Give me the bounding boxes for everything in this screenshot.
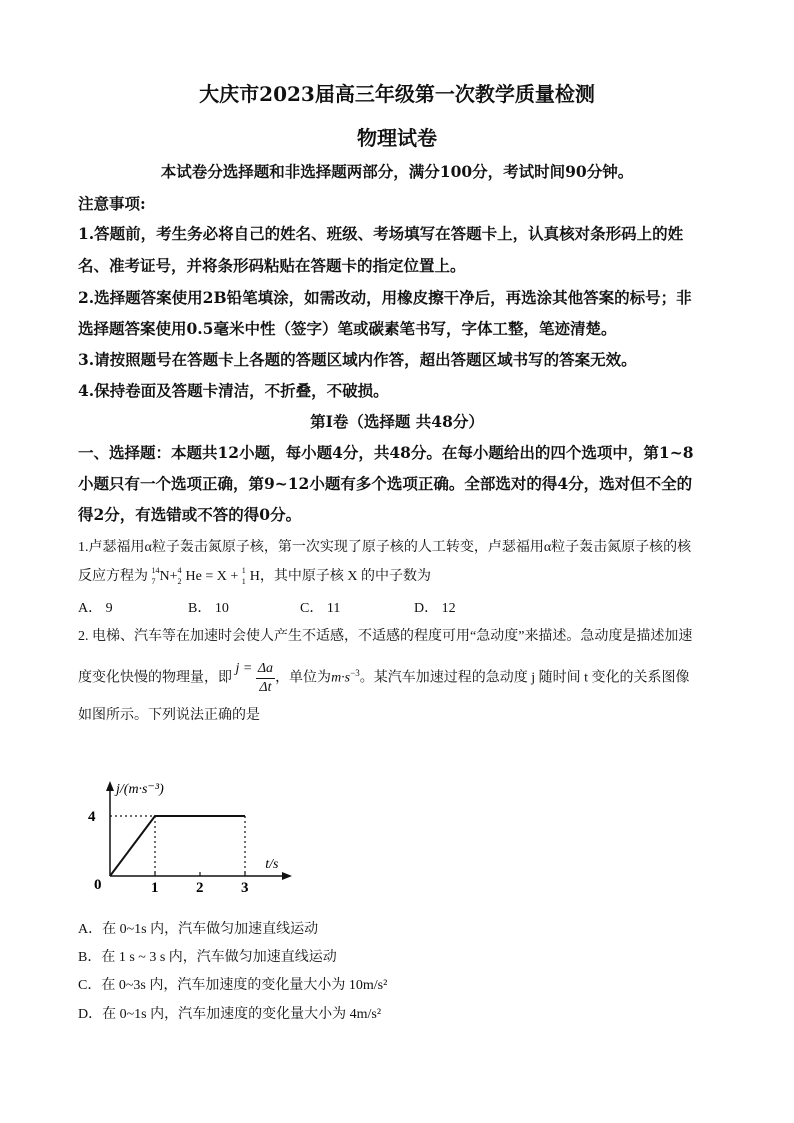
q1-option-d[interactable]: D． 12 [414,601,456,616]
q2-option-c[interactable]: C．在 0~3s 内，汽车加速度的变化量大小为 10m/s² [78,978,388,993]
y-tick-label: 4 [88,809,96,825]
jerk-formula: $\frac{\Delta a}{\Delta t}$ [257,660,274,695]
y-axis-arrow [106,781,114,791]
x-axis-arrow [282,872,292,880]
x-tick-label: 3 [241,880,249,896]
jerk-series-line [110,816,245,876]
nitrogen-nuclide: 14 7 [151,565,160,586]
q2-option-a[interactable]: A．在 0~1s 内，汽车做匀加速直线运动 [78,922,319,937]
exam-info: 本试卷分选择题和非选择题两部分，满分100分，考试时间90分钟。 [160,162,634,181]
notes-heading: 注意事项: [78,194,146,213]
section-title: 第Ⅰ卷（选择题 共48分） [310,412,484,431]
note-3: 3.请按照题号在答题卡上各题的答题区域内作答，超出答题区域书写的答案无效。 [78,350,637,369]
q1-stem-b: 反应方程为 14 7 N+ 4 2 He = X + 1 1 H，其中原子核 X 的中子数为 [78,565,432,586]
exam-subtitle: 物理试卷 [357,126,437,150]
y-axis-label: j/(m·s⁻³) [116,782,164,797]
section-intro-b: 小题只有一个选项正确，第9~12小题有多个选项正确。全部选对的得4分，选对但不全的 [78,474,693,493]
note-2a: 2.选择题答案使用2B铅笔填涂，如需改动，用橡皮擦干净后，再选涂其他答案的标号；非 [78,288,692,307]
x-tick-label: 2 [196,880,204,896]
helium-nuclide: 4 2 [177,565,182,586]
q1-option-b[interactable]: B． 10 [188,601,229,616]
q2-option-d[interactable]: D．在 0~1s 内，汽车加速度的变化量大小为 4m/s² [78,1007,382,1022]
x-axis-label: t/s [265,857,279,872]
jerk-time-chart [80,740,310,900]
exam-title: 大庆市2023届高三年级第一次教学质量检测 [199,82,595,106]
hydrogen-nuclide: 1 1 [241,565,246,586]
q1-option-a[interactable]: A． 9 [78,601,113,616]
q2-stem-b: 度变化快慢的物理量，即 j = $\frac{\Delta a}{\Delta t}$ ，单位为$m\cdot s^{-3}$。某汽车加速过程的急动度 j 随时间 t 变化的关系图像 [78,660,690,695]
q2-stem-c: 如图所示。下列说法正确的是 [78,708,260,723]
note-4: 4.保持卷面及答题卡清洁，不折叠，不破损。 [78,381,389,400]
section-intro-c: 得2分，有选错或不答的得0分。 [78,505,302,524]
origin-label: 0 [94,877,102,893]
note-1b: 名、准考证号，并将条形码粘贴在答题卡的指定位置上。 [78,256,466,275]
note-2b: 选择题答案使用0.5毫米中性（签字）笔或碳素笔书写，字体工整，笔迹清楚。 [78,319,617,338]
q2-stem-a: 2. 电梯、汽车等在加速时会使人产生不适感，不适感的程度可用“急动度”来描述。急动度是描述加速 [78,629,693,644]
q1-stem-a: 1.卢瑟福用α粒子轰击氮原子核，第一次实现了原子核的人工转变，卢瑟福用α粒子轰击氮原子核的核 [78,540,692,555]
section-intro-a: 一、选择题：本题共12小题，每小题4分，共48分。在每小题给出的四个选项中，第1~8 [78,443,694,462]
q1-option-c[interactable]: C． 11 [300,601,341,616]
q2-option-b[interactable]: B．在 1 s ~ 3 s 内，汽车做匀加速直线运动 [78,950,337,965]
x-tick-label: 1 [151,880,159,896]
note-1a: 1.答题前，考生务必将自己的姓名、班级、考场填写在答题卡上，认真核对条形码上的姓 [78,224,684,243]
